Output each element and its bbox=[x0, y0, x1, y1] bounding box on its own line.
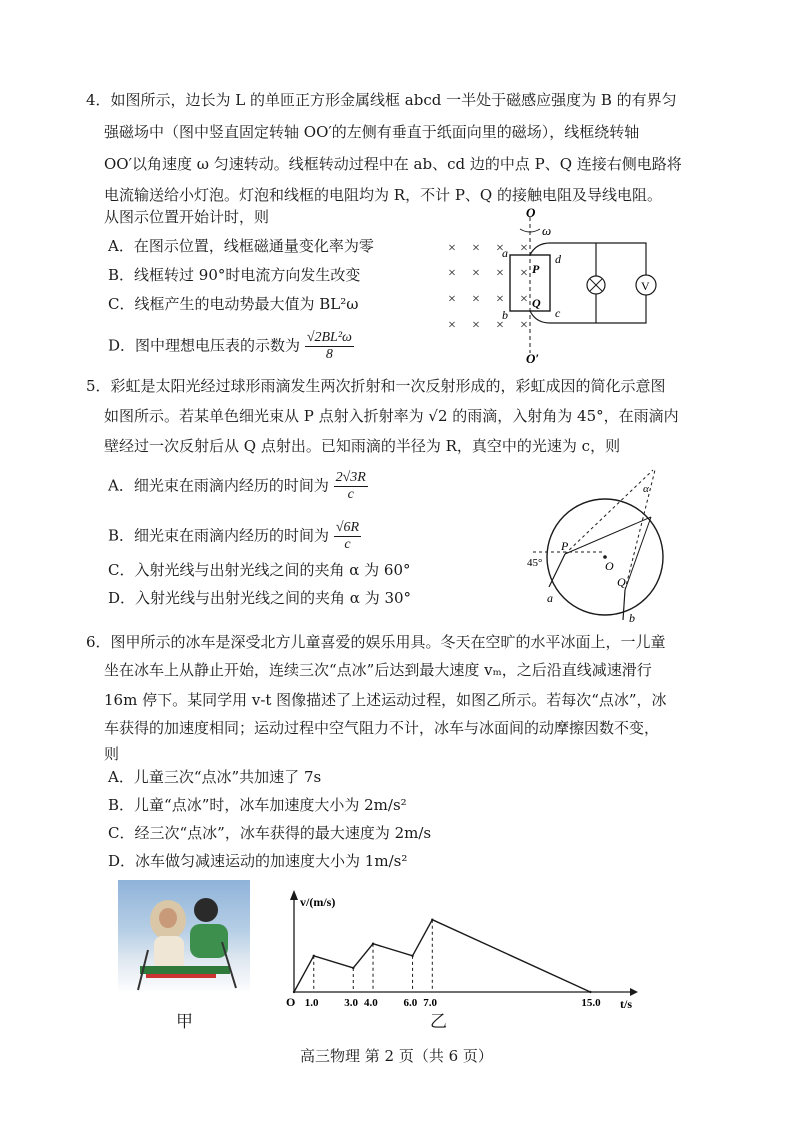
q5-option-a-fraction bbox=[334, 470, 368, 503]
vt-x-tick-label: 3.0 bbox=[344, 997, 359, 1009]
q4-option-c: C．线框产生的电动势最大值为 BL²ω bbox=[108, 295, 359, 313]
q4-option-d-fraction bbox=[305, 330, 354, 363]
omega-label: ω bbox=[542, 223, 552, 238]
q4-option-d-numerator: √2BL²ω bbox=[306, 330, 352, 345]
vt-chart bbox=[284, 884, 644, 1014]
vt-data-point bbox=[313, 955, 315, 957]
x-axis-arrow-icon bbox=[630, 988, 638, 996]
point-q-label: Q bbox=[617, 575, 626, 589]
q6-option-c: C．经三次“点冰”，冰车获得的最大速度为 2m/s bbox=[108, 824, 432, 842]
q6-line1: 6．图甲所示的冰车是深受北方儿童喜爱的娱乐用具。冬天在空旷的水平冰面上，一儿童 bbox=[86, 633, 666, 651]
q6-option-a: A．儿童三次“点冰”共加速了 7s bbox=[108, 768, 322, 786]
q4-line5: 从图示位置开始计时，则 bbox=[104, 208, 270, 226]
origin-label: O bbox=[286, 995, 296, 1009]
vt-data-point bbox=[431, 918, 433, 920]
svg-text:×: × bbox=[520, 318, 528, 333]
svg-text:×: × bbox=[448, 241, 456, 256]
vt-data-point bbox=[352, 967, 354, 969]
q5-line1: 5．彩虹是太阳光经过球形雨滴发生两次折射和一次反射形成的，彩虹成因的简化示意图 bbox=[86, 377, 666, 395]
corner-a-label: a bbox=[502, 246, 508, 260]
point-p-label: P bbox=[532, 262, 540, 276]
q6-option-d: D．冰车做匀减速运动的加速度大小为 1m/s² bbox=[108, 852, 408, 870]
q5-option-a-numerator: 2√3R bbox=[335, 470, 366, 485]
page-footer: 高三物理 第 2 页（共 6 页） bbox=[300, 1047, 493, 1065]
q5-line2: 如图所示。若某单色细光束从 P 点射入折射率为 √2 的雨滴，入射角为 45°，在雨滴内 bbox=[104, 407, 679, 425]
q4-option-b: B．线框转过 90°时电流方向发生改变 bbox=[108, 266, 361, 284]
point-p-label: P bbox=[561, 539, 569, 553]
q6-line3: 16m 停下。某同学用 v-t 图像描述了上述运动过程，如图乙所示。若每次“点冰”，冰 bbox=[104, 691, 667, 709]
ice-sled-photo bbox=[118, 880, 250, 994]
svg-text:×: × bbox=[448, 318, 456, 333]
outgoing-ray bbox=[623, 590, 625, 620]
svg-text:×: × bbox=[472, 266, 480, 281]
vt-x-tick-label: 15.0 bbox=[581, 997, 601, 1009]
point-q-label: Q bbox=[532, 296, 541, 310]
svg-text:×: × bbox=[520, 241, 528, 256]
outgoing-extension bbox=[625, 470, 655, 590]
svg-text:×: × bbox=[496, 241, 504, 256]
q6-line5: 则 bbox=[104, 745, 120, 763]
q4-option-d bbox=[108, 330, 354, 363]
rotation-arrow-icon bbox=[520, 229, 540, 232]
internal-ray-1 bbox=[565, 517, 651, 554]
caption-jia: 甲 bbox=[176, 1012, 193, 1032]
corner-c-label: c bbox=[555, 306, 561, 320]
q4-line4: 电流输送给小灯泡。灯泡和线框的电阻均为 R，不计 P、Q 的接触电阻及导线电阻。 bbox=[104, 186, 662, 204]
svg-text:×: × bbox=[496, 266, 504, 281]
q4-coil-circuit-figure bbox=[440, 205, 670, 365]
q5-option-b-numerator: √6R bbox=[335, 520, 360, 535]
y-axis-label: v/(m/s) bbox=[300, 895, 336, 909]
caption-yi: 乙 bbox=[430, 1012, 447, 1032]
corner-d-label: d bbox=[555, 252, 561, 266]
q4-option-d-label: D．图中理想电压表的示数为 bbox=[108, 336, 301, 355]
q4-option-a: A．在图示位置，线框磁通量变化率为零 bbox=[108, 237, 374, 255]
q5-option-a bbox=[108, 470, 368, 503]
vt-x-tick-label: 1.0 bbox=[304, 997, 319, 1009]
vt-x-tick-label: 4.0 bbox=[364, 997, 378, 1009]
incident-extension bbox=[565, 470, 653, 554]
incident-ray bbox=[549, 554, 565, 587]
q5-option-c: C．入射光线与出射光线之间的夹角 α 为 60° bbox=[108, 561, 411, 579]
q4-line2: 强磁场中（图中竖直固定转轴 OO′的左侧有垂直于纸面向里的磁场），线框绕转轴 bbox=[104, 123, 640, 141]
vt-x-tick-label: 6.0 bbox=[403, 997, 418, 1009]
q5-option-a-denominator: c bbox=[347, 487, 354, 502]
svg-text:×: × bbox=[472, 241, 480, 256]
q5-line3: 壁经过一次反射后从 Q 点射出。已知雨滴的半径为 R，真空中的光速为 c，则 bbox=[104, 437, 621, 455]
ray-a-label: a bbox=[547, 591, 553, 605]
q6-line4: 车获得的加速度相同；运动过程中空气阻力不计，冰车与冰面间的动摩擦因数不变， bbox=[104, 719, 660, 737]
svg-text:×: × bbox=[520, 292, 528, 307]
ray-b-label: b bbox=[629, 611, 635, 622]
q5-option-b-label: B．细光束在雨滴内经历的时间为 bbox=[108, 526, 330, 545]
vt-data-point bbox=[372, 943, 374, 945]
svg-text:×: × bbox=[520, 266, 528, 281]
svg-text:×: × bbox=[472, 318, 480, 333]
vt-data-point bbox=[589, 991, 591, 993]
q6-line2: 坐在冰车上从静止开始，连续三次“点冰”后达到最大速度 vₘ，之后沿直线减速滑行 bbox=[104, 661, 652, 679]
x-axis-label: t/s bbox=[620, 997, 632, 1011]
center-o-label: O bbox=[605, 559, 614, 573]
svg-text:×: × bbox=[472, 292, 480, 307]
angle-45-label: 45° bbox=[527, 557, 543, 569]
svg-text:×: × bbox=[496, 292, 504, 307]
corner-b-label: b bbox=[502, 308, 508, 322]
axis-label-o-prime: O′ bbox=[526, 351, 540, 365]
vt-data-point bbox=[411, 955, 413, 957]
alpha-label: α bbox=[643, 483, 649, 495]
svg-text:×: × bbox=[496, 318, 504, 333]
q4-option-d-denominator: 8 bbox=[325, 347, 333, 362]
internal-ray-2 bbox=[625, 517, 651, 590]
axis-label-o: O bbox=[526, 205, 536, 220]
svg-text:×: × bbox=[448, 292, 456, 307]
y-axis-arrow-icon bbox=[290, 890, 298, 900]
vt-x-tick-label: 7.0 bbox=[423, 997, 438, 1009]
vt-series-line bbox=[294, 920, 590, 992]
q5-option-b bbox=[108, 520, 361, 553]
q5-option-b-denominator: c bbox=[344, 537, 351, 552]
q5-option-a-label: A．细光束在雨滴内经历的时间为 bbox=[108, 476, 329, 495]
q4-line3: OO′以角速度 ω 匀速转动。线框转动过程中在 ab、cd 边的中点 P、Q 连接右侧电路将 bbox=[104, 155, 682, 173]
q5-option-b-fraction bbox=[334, 520, 361, 553]
q4-line1: 4．如图所示，边长为 L 的单匝正方形金属线框 abcd 一半处于磁感应强度为 B 的有界匀 bbox=[86, 91, 677, 109]
q5-raindrop-figure bbox=[525, 462, 675, 622]
q6-option-b: B．儿童“点冰”时，冰车加速度大小为 2m/s² bbox=[108, 796, 407, 814]
voltmeter-label: V bbox=[641, 279, 650, 293]
svg-text:×: × bbox=[448, 266, 456, 281]
vt-data-point bbox=[293, 991, 295, 993]
q5-option-d: D．入射光线与出射光线之间的夹角 α 为 30° bbox=[108, 589, 412, 607]
